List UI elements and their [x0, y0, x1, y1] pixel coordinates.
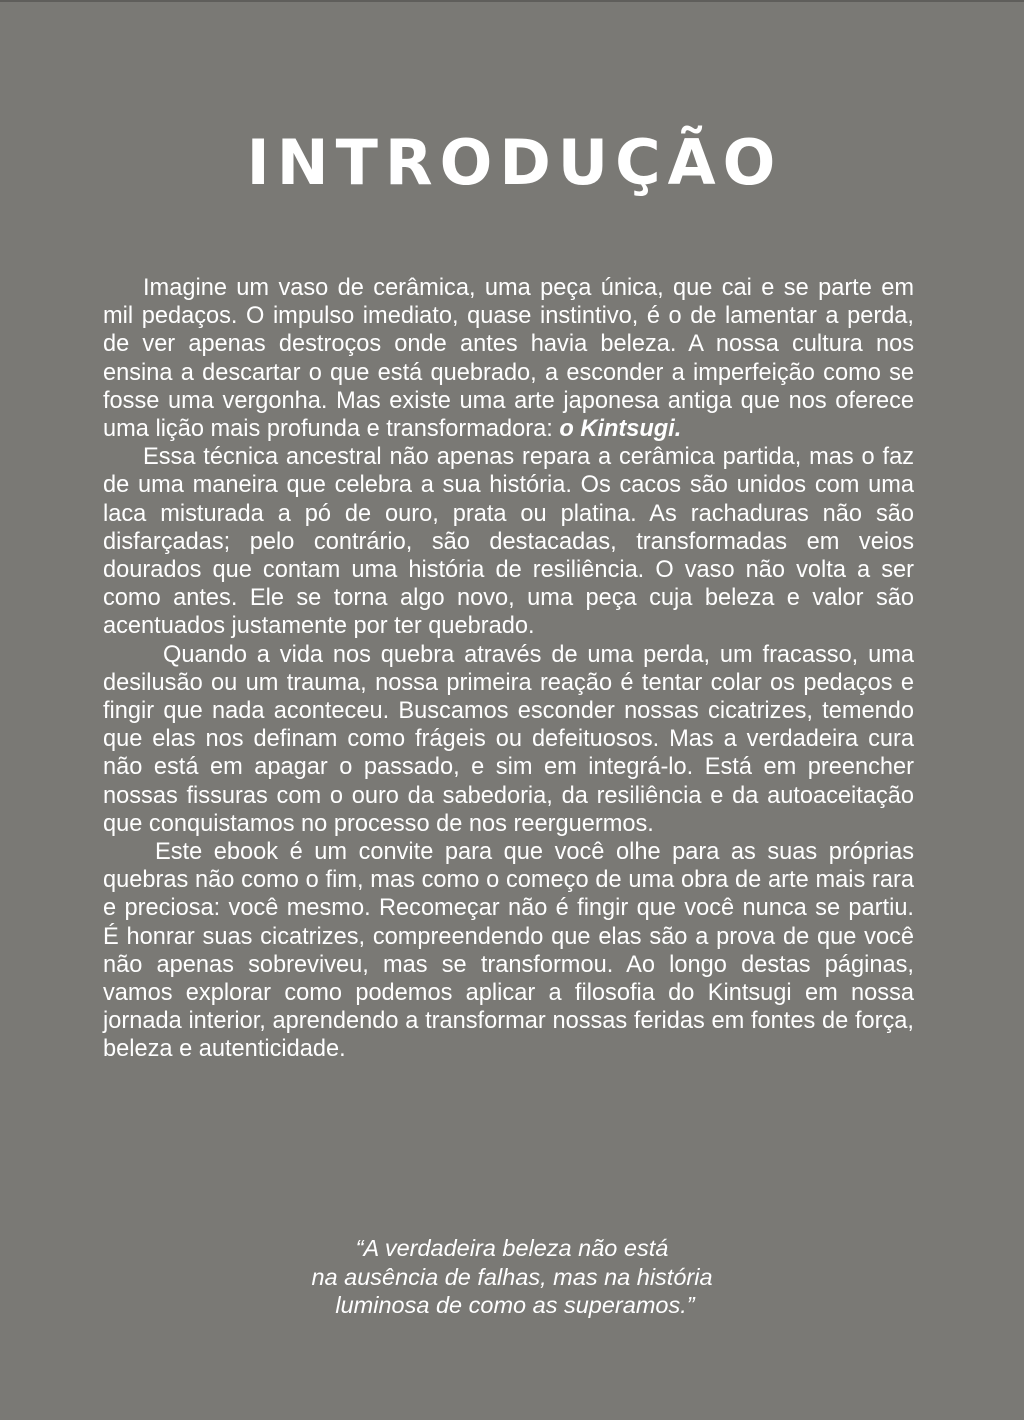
quote-line-1: “A verdadeira beleza não está	[355, 1235, 669, 1261]
quote-line-2: na ausência de falhas, mas na história	[311, 1263, 713, 1290]
quote-line-3: luminosa de como as superamos.”	[335, 1292, 695, 1318]
page-title: INTRODUÇÃO	[246, 126, 783, 199]
paragraph-3: Quando a vida nos quebra através de uma perda, um fracasso, uma desilusão ou um trauma, nossa primeira reação é tentar colar os pedaços e fingir que nada aconteceu. Buscamos esconder nossas cicatrizes, temendo que elas nos definam como frágeis ou defeituosos. Mas a verdadeira cura não está em apagar o passado, e sim em integrá-lo. Está em preencher nossas fissuras com o ouro da sabedoria, da resiliência e da autoaceitação que conquistamos no processo de nos reerguermos.	[103, 641, 914, 837]
paragraph-1-text: Imagine um vaso de cerâmica, uma peça única, que cai e se parte em mil pedaços. O impulso imediato, quase instintivo, é o de lamentar a perda, de ver apenas destroços onde antes havia beleza. A nossa cultura nos ensina a descartar o que está quebrado, a esconder a imperfeição como se fosse uma vergonha. Mas existe uma arte japonesa antiga que nos oferece uma lição mais profunda e transformadora:	[103, 275, 914, 443]
kintsugi-emphasis	[559, 416, 681, 442]
closing-quote	[0, 1234, 1024, 1320]
kintsugi-article: o	[559, 416, 581, 443]
introduction-body	[103, 274, 914, 1064]
kintsugi-term: Kintsugi.	[580, 416, 682, 443]
paragraph-1	[103, 274, 914, 443]
paragraph-4: Este ebook é um convite para que você olhe para as suas próprias quebras não como o fim, mas como o começo de uma obra de arte mais rara e preciosa: você mesmo. Recomeçar não é fingir que você nunca se partiu. É honrar suas cicatrizes, compreendendo que elas são a prova de que você não apenas sobreviveu, mas se transformou. Ao longo destas páginas, vamos explorar como podemos aplicar a filosofia do Kintsugi em nossa jornada interior, aprendendo a transformar nossas feridas em fontes de força, beleza e autenticidade.	[103, 839, 914, 1063]
paragraph-2: Essa técnica ancestral não apenas repara a cerâmica partida, mas o faz de uma maneira que celebra a sua história. Os cacos são unidos com uma laca misturada a pó de ouro, prata ou platina. As rachaduras não são disfarçadas; pelo contrário, são destacadas, transformadas em veios dourados que contam uma história de resiliência. O vaso não volta a ser como antes. Ele se torna algo novo, uma peça cuja beleza e valor são acentuados justamente por ter quebrado.	[103, 444, 914, 640]
